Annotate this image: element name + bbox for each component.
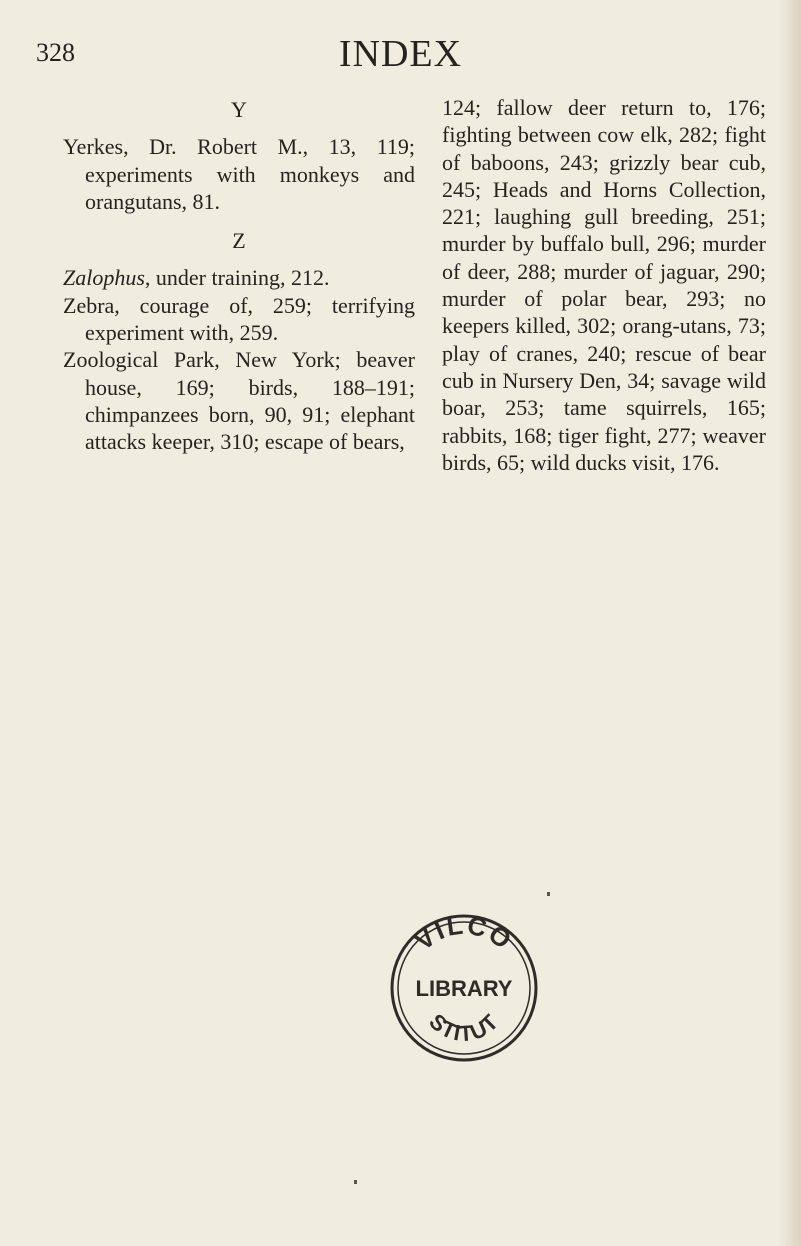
- page-title: INDEX: [338, 33, 463, 75]
- index-entry-yerkes: Yerkes, Dr. Robert M., 13, 119; experiments with monkeys and orangutans, 81.: [63, 134, 415, 214]
- page-number: 328: [36, 38, 75, 67]
- index-entry-continuation: 124; fallow deer return to, 176; fighting between cow elk, 282; fight of baboons, 243; grizzly bear cub, 245; Heads and Horns Collection, 221; laughing gull breeding, 251; murder by buffalo bull, 296; murder of deer, 288; murder of jaguar, 290; murder of polar bear, 293; no keepers killed, 302; orang-utans, 73; play of cranes, 240; rescue of bear cub in Nursery Den, 34; savage wild boar, 253; tame squirrels, 165; rabbits, 168; tiger fight, 277; weaver birds, 65; wild ducks visit, 176.: [442, 95, 766, 475]
- index-entry-zalophus: [63, 264, 415, 291]
- index-column-right: [442, 94, 766, 476]
- letter-heading-z: Z: [232, 228, 246, 254]
- stray-ink-mark: [547, 892, 550, 896]
- page-edge-shadow: [779, 0, 801, 1246]
- stamp-top-text: VILCO: [408, 909, 519, 957]
- index-entry-zebra: Zebra, courage of, 259; terrifying experiment with, 259.: [63, 292, 415, 346]
- zalophus-term: Zalophus: [63, 265, 145, 291]
- stamp-middle-text: LIBRARY: [415, 976, 513, 1001]
- zalophus-detail: , under training, 212.: [144, 265, 330, 291]
- stamp-bottom-text: STITUT: [424, 1008, 504, 1047]
- index-column-left: [63, 94, 415, 456]
- index-entry-zoological-park: Zoological Park, New York; beaver house, 169; birds, 188–191; chimpanzees born, 90, 91; elephant attacks keeper, 310; escape of bears,: [63, 347, 415, 455]
- letter-heading-y: Y: [231, 97, 247, 122]
- library-stamp: [382, 908, 542, 1068]
- stray-ink-mark: [354, 1180, 357, 1184]
